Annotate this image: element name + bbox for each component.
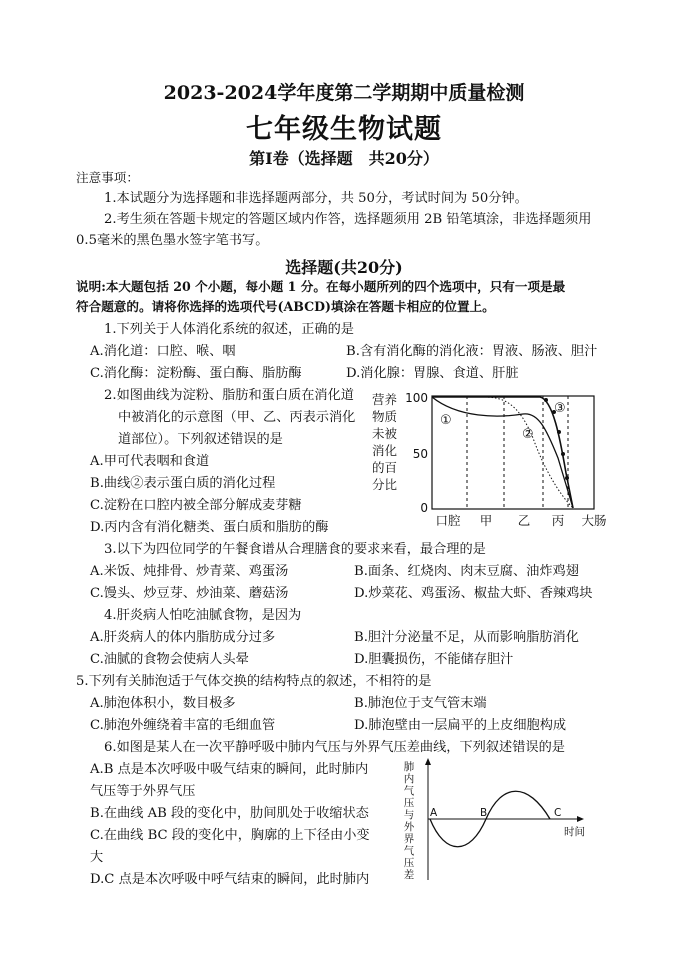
fig1-ylabel-4: 消化 [372,443,398,458]
fig1-xtick-yi: 乙 [517,513,531,528]
q5-option-b: B.肺泡位于支气管末端 [354,696,487,711]
q6-option-a: A.B 点是本次呼吸中吸气结束的瞬间，此时肺内 [90,762,369,777]
q6-option-c-cont: 大 [90,850,104,865]
q2-option-c: C.淀粉在口腔内被全部分解成麦芽糖 [90,498,302,513]
fig1-ylabel-1: 营养 [372,392,398,407]
fig2-x-label: 时间 [564,826,585,838]
svg-text:气: 气 [403,785,415,797]
q6-option-c: C.在曲线 BC 段的变化中，胸廓的上下径由小变 [90,828,370,843]
pressure-figure [400,756,600,884]
fig1-ylabel-5: 的百 [372,460,398,475]
section-title: 选择题(共20分) [285,258,403,277]
q1-option-a: A.消化道：口腔、喉、咽 [90,344,236,359]
q5-option-d: D.肺泡壁由一层扁平的上皮细胞构成 [354,718,567,733]
q4-option-c: C.油腻的食物会使病人头晕 [90,652,249,667]
fig1-xtick-colon: 大肠 [581,513,607,528]
fig1-xtick-jia: 甲 [479,513,493,528]
q3-stem: 3.以下为四位同学的午餐食谱从合理膳食的要求来看，最合理的是 [104,542,486,557]
notice-item-2: 2.考生须在答题卡规定的答题区域内作答，选择题须用 2B 铅笔填涂，非选择题须用 [104,212,592,227]
q1-stem: 1.下列关于人体消化系统的叙述，正确的是 [104,322,354,337]
q4-option-d: D.胆囊损伤，不能储存胆汁 [354,652,514,667]
q6-stem: 6.如图是某人在一次平静呼吸中肺内气压与外界气压差曲线，下列叙述错误的是 [104,740,565,755]
q4-option-b: B.胆汁分泌量不足，从而影响脂肪消化 [354,630,579,645]
section-desc-2: 符合题意的。请将你选择的选项代号(ABCD)填涂在答题卡相应的位置上。 [76,299,495,314]
fig1-ytick-50: 50 [412,447,428,461]
q6-option-d: D.C 点是本次呼吸中呼气结束的瞬间，此时肺内 [90,872,370,887]
q5-option-c: C.肺泡外缠绕着丰富的毛细血管 [90,718,276,733]
q2-stem-3: 道部位）。下列叙述错误的是 [118,432,283,447]
fig1-xtick-oral: 口腔 [435,513,461,528]
fig1-ylabel-3: 未被 [372,426,398,441]
svg-text:外: 外 [403,821,415,833]
q5-stem: 5.下列有关肺泡适于气体交换的结构特点的叙述，不相符的是 [76,674,432,689]
notice-item-2-cont: 0.5毫米的黑色墨水签字笔书写。 [76,233,269,248]
q3-option-c: C.馒头、炒豆芽、炒油菜、蘑菇汤 [90,586,289,601]
fig1-xtick-bing: 丙 [551,513,565,528]
q1-option-d: D.消化腺：胃腺、食道、肝脏 [346,366,519,381]
exam-subject: 七年级生物试题 [246,114,442,145]
svg-text:压: 压 [403,857,415,869]
fig1-curve-label-3: ③ [554,401,566,416]
q6-option-a-cont: 气压等于外界气压 [90,784,196,799]
svg-text:压: 压 [403,797,415,809]
fig2-y-arrow [425,758,431,765]
q2-option-a: A.甲可代表咽和食道 [90,454,210,469]
svg-text:内: 内 [403,773,415,785]
q4-option-a: A.肝炎病人的体内脂肪成分过多 [90,630,276,645]
svg-text:气: 气 [403,845,415,857]
q3-option-b: B.面条、红烧肉、肉末豆腐、油炸鸡翅 [354,564,579,579]
fig1-ylabel-6: 分比 [372,477,398,492]
fig1-ytick-0: 0 [420,501,428,515]
fig2-x-arrow [577,816,584,822]
fig1-curve-label-1: ① [440,413,452,428]
fig2-point-c: C [554,807,562,819]
digestion-figure [368,388,618,530]
q2-stem-2: 中被消化的示意图（甲、乙、丙表示消化 [118,410,356,425]
q2-option-d: D.丙内含有消化糖类、蛋白质和脂肪的酶 [90,520,329,535]
exam-title: 2023-2024学年度第二学期期中质量检测 [163,82,525,104]
q6-option-b: B.在曲线 AB 段的变化中，肋间肌处于收缩状态 [90,806,369,821]
section-desc-1: 说明:本大题包括 20 个小题，每小题 1 分。在每小题所列的四个选项中，只有一项是最 [76,279,566,294]
q4-stem: 4.肝炎病人怕吃油腻食物，是因为 [104,608,302,623]
fig1-curve-label-2: ② [522,427,534,442]
notice-label: 注意事项： [76,170,139,185]
fig2-point-a: A [430,807,438,819]
svg-text:差: 差 [403,869,415,881]
fig1-ytick-100: 100 [405,391,428,405]
part-heading: 第Ⅰ卷（选择题 共20分） [249,149,439,168]
q1-option-b: B.含有消化酶的消化液：胃液、肠液、胆汁 [346,344,598,359]
notice-item-1: 1.本试题分为选择题和非选择题两部分，共 50分，考试时间为 50分钟。 [104,191,528,206]
svg-text:界: 界 [403,833,415,845]
q2-stem-1: 2.如图曲线为淀粉、脂肪和蛋白质在消化道 [104,388,354,403]
fig1-ylabel-2: 物质 [372,409,398,424]
fig2-point-b: B [480,807,488,819]
q3-option-d: D.炒菜花、鸡蛋汤、椒盐大虾、香辣鸡块 [354,586,593,601]
q1-option-c: C.消化酶：淀粉酶、蛋白酶、脂肪酶 [90,366,302,381]
fig1-curve-3 [432,397,573,508]
svg-text:与: 与 [403,809,415,821]
q3-option-a: A.米饭、炖排骨、炒青菜、鸡蛋汤 [90,564,289,579]
svg-text:肺: 肺 [403,761,415,773]
q5-option-a: A.肺泡体积小，数目极多 [90,696,236,711]
q2-option-b: B.曲线②表示蛋白质的消化过程 [90,476,276,491]
